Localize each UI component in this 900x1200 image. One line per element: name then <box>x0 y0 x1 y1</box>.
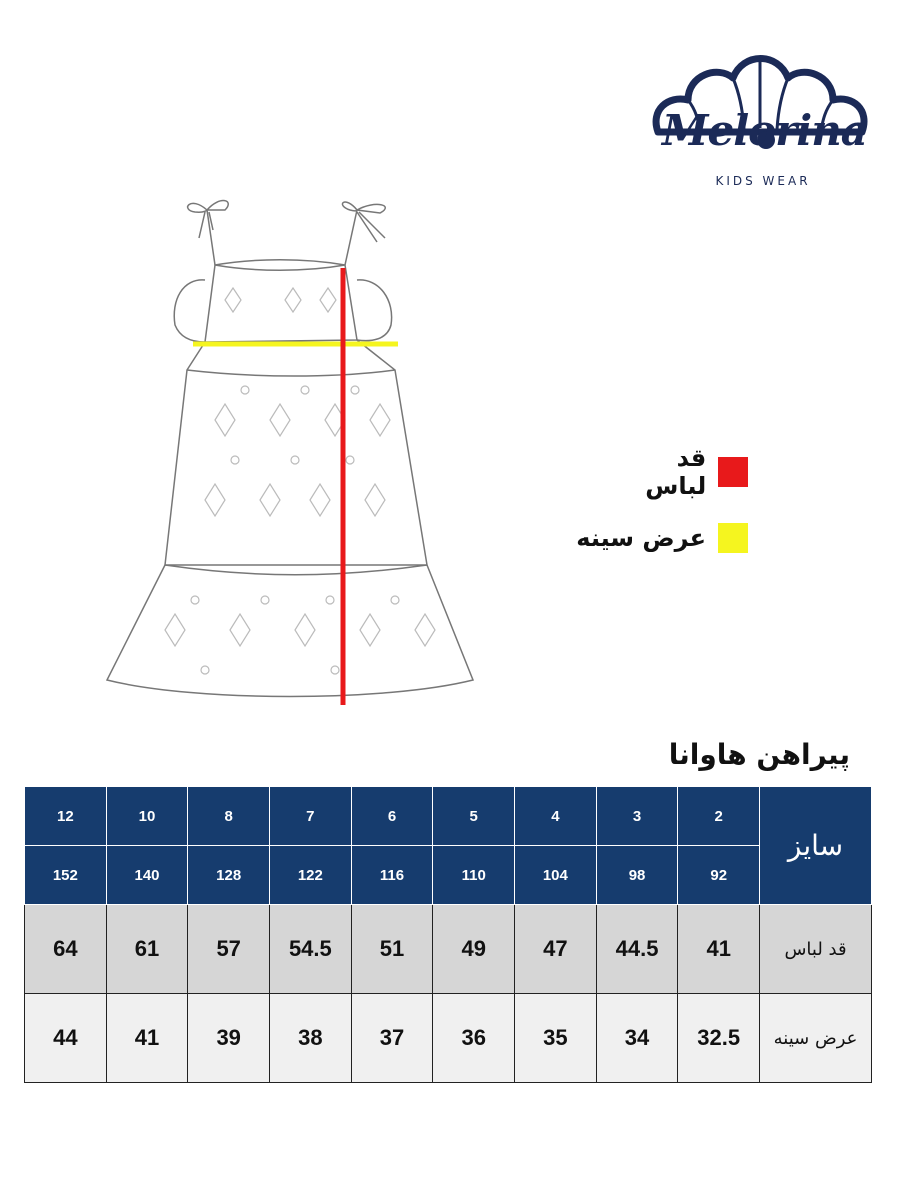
table-row <box>25 994 872 1083</box>
row-label: قد لباس <box>760 905 872 994</box>
table-cell: 36 <box>433 994 515 1083</box>
table-cell: 54.5 <box>270 905 352 994</box>
table-cell: 41 <box>678 905 760 994</box>
height-cell: 110 <box>433 846 515 905</box>
table-cell: 41 <box>106 994 188 1083</box>
legend-length-label: قد لباس <box>645 444 707 500</box>
size-cell: 8 <box>188 787 270 846</box>
table-cell: 38 <box>270 994 352 1083</box>
size-cell: 12 <box>25 787 107 846</box>
legend-length-swatch <box>718 457 748 487</box>
size-cell: 10 <box>106 787 188 846</box>
logo-wordmark: Melorina <box>662 106 868 155</box>
size-cell: 5 <box>433 787 515 846</box>
size-header: سایز <box>760 787 872 905</box>
height-cell: 122 <box>270 846 352 905</box>
size-row <box>25 787 872 846</box>
legend-chest-swatch <box>718 523 748 553</box>
size-cell: 3 <box>596 787 678 846</box>
logo-tagline: KIDS WEAR <box>715 174 811 188</box>
table-cell: 39 <box>188 994 270 1083</box>
row-label: عرض سینه <box>760 994 872 1083</box>
dress-illustration <box>95 180 490 720</box>
table-cell: 51 <box>351 905 433 994</box>
table-cell: 47 <box>515 905 597 994</box>
table-cell: 49 <box>433 905 515 994</box>
table-cell: 57 <box>188 905 270 994</box>
size-cell: 7 <box>270 787 352 846</box>
table-cell: 61 <box>106 905 188 994</box>
height-cell: 92 <box>678 846 760 905</box>
height-cell: 104 <box>515 846 597 905</box>
table-cell: 44.5 <box>596 905 678 994</box>
product-title: پیراهن هاوانا <box>668 738 850 771</box>
height-cell: 140 <box>106 846 188 905</box>
table-row <box>25 905 872 994</box>
legend-length <box>608 444 748 500</box>
size-table <box>24 786 872 1083</box>
table-cell: 37 <box>351 994 433 1083</box>
table-cell: 35 <box>515 994 597 1083</box>
legend-chest-label: عرض سینه <box>576 524 706 552</box>
table-cell: 44 <box>25 994 107 1083</box>
height-row <box>25 846 872 905</box>
size-cell: 4 <box>515 787 597 846</box>
size-cell: 6 <box>351 787 433 846</box>
height-cell: 116 <box>351 846 433 905</box>
table-cell: 32.5 <box>678 994 760 1083</box>
table-cell: 34 <box>596 994 678 1083</box>
size-cell: 2 <box>678 787 760 846</box>
height-cell: 98 <box>596 846 678 905</box>
height-cell: 152 <box>25 846 107 905</box>
legend-chest <box>570 520 748 556</box>
table-cell: 64 <box>25 905 107 994</box>
brand-logo <box>648 40 873 190</box>
height-cell: 128 <box>188 846 270 905</box>
